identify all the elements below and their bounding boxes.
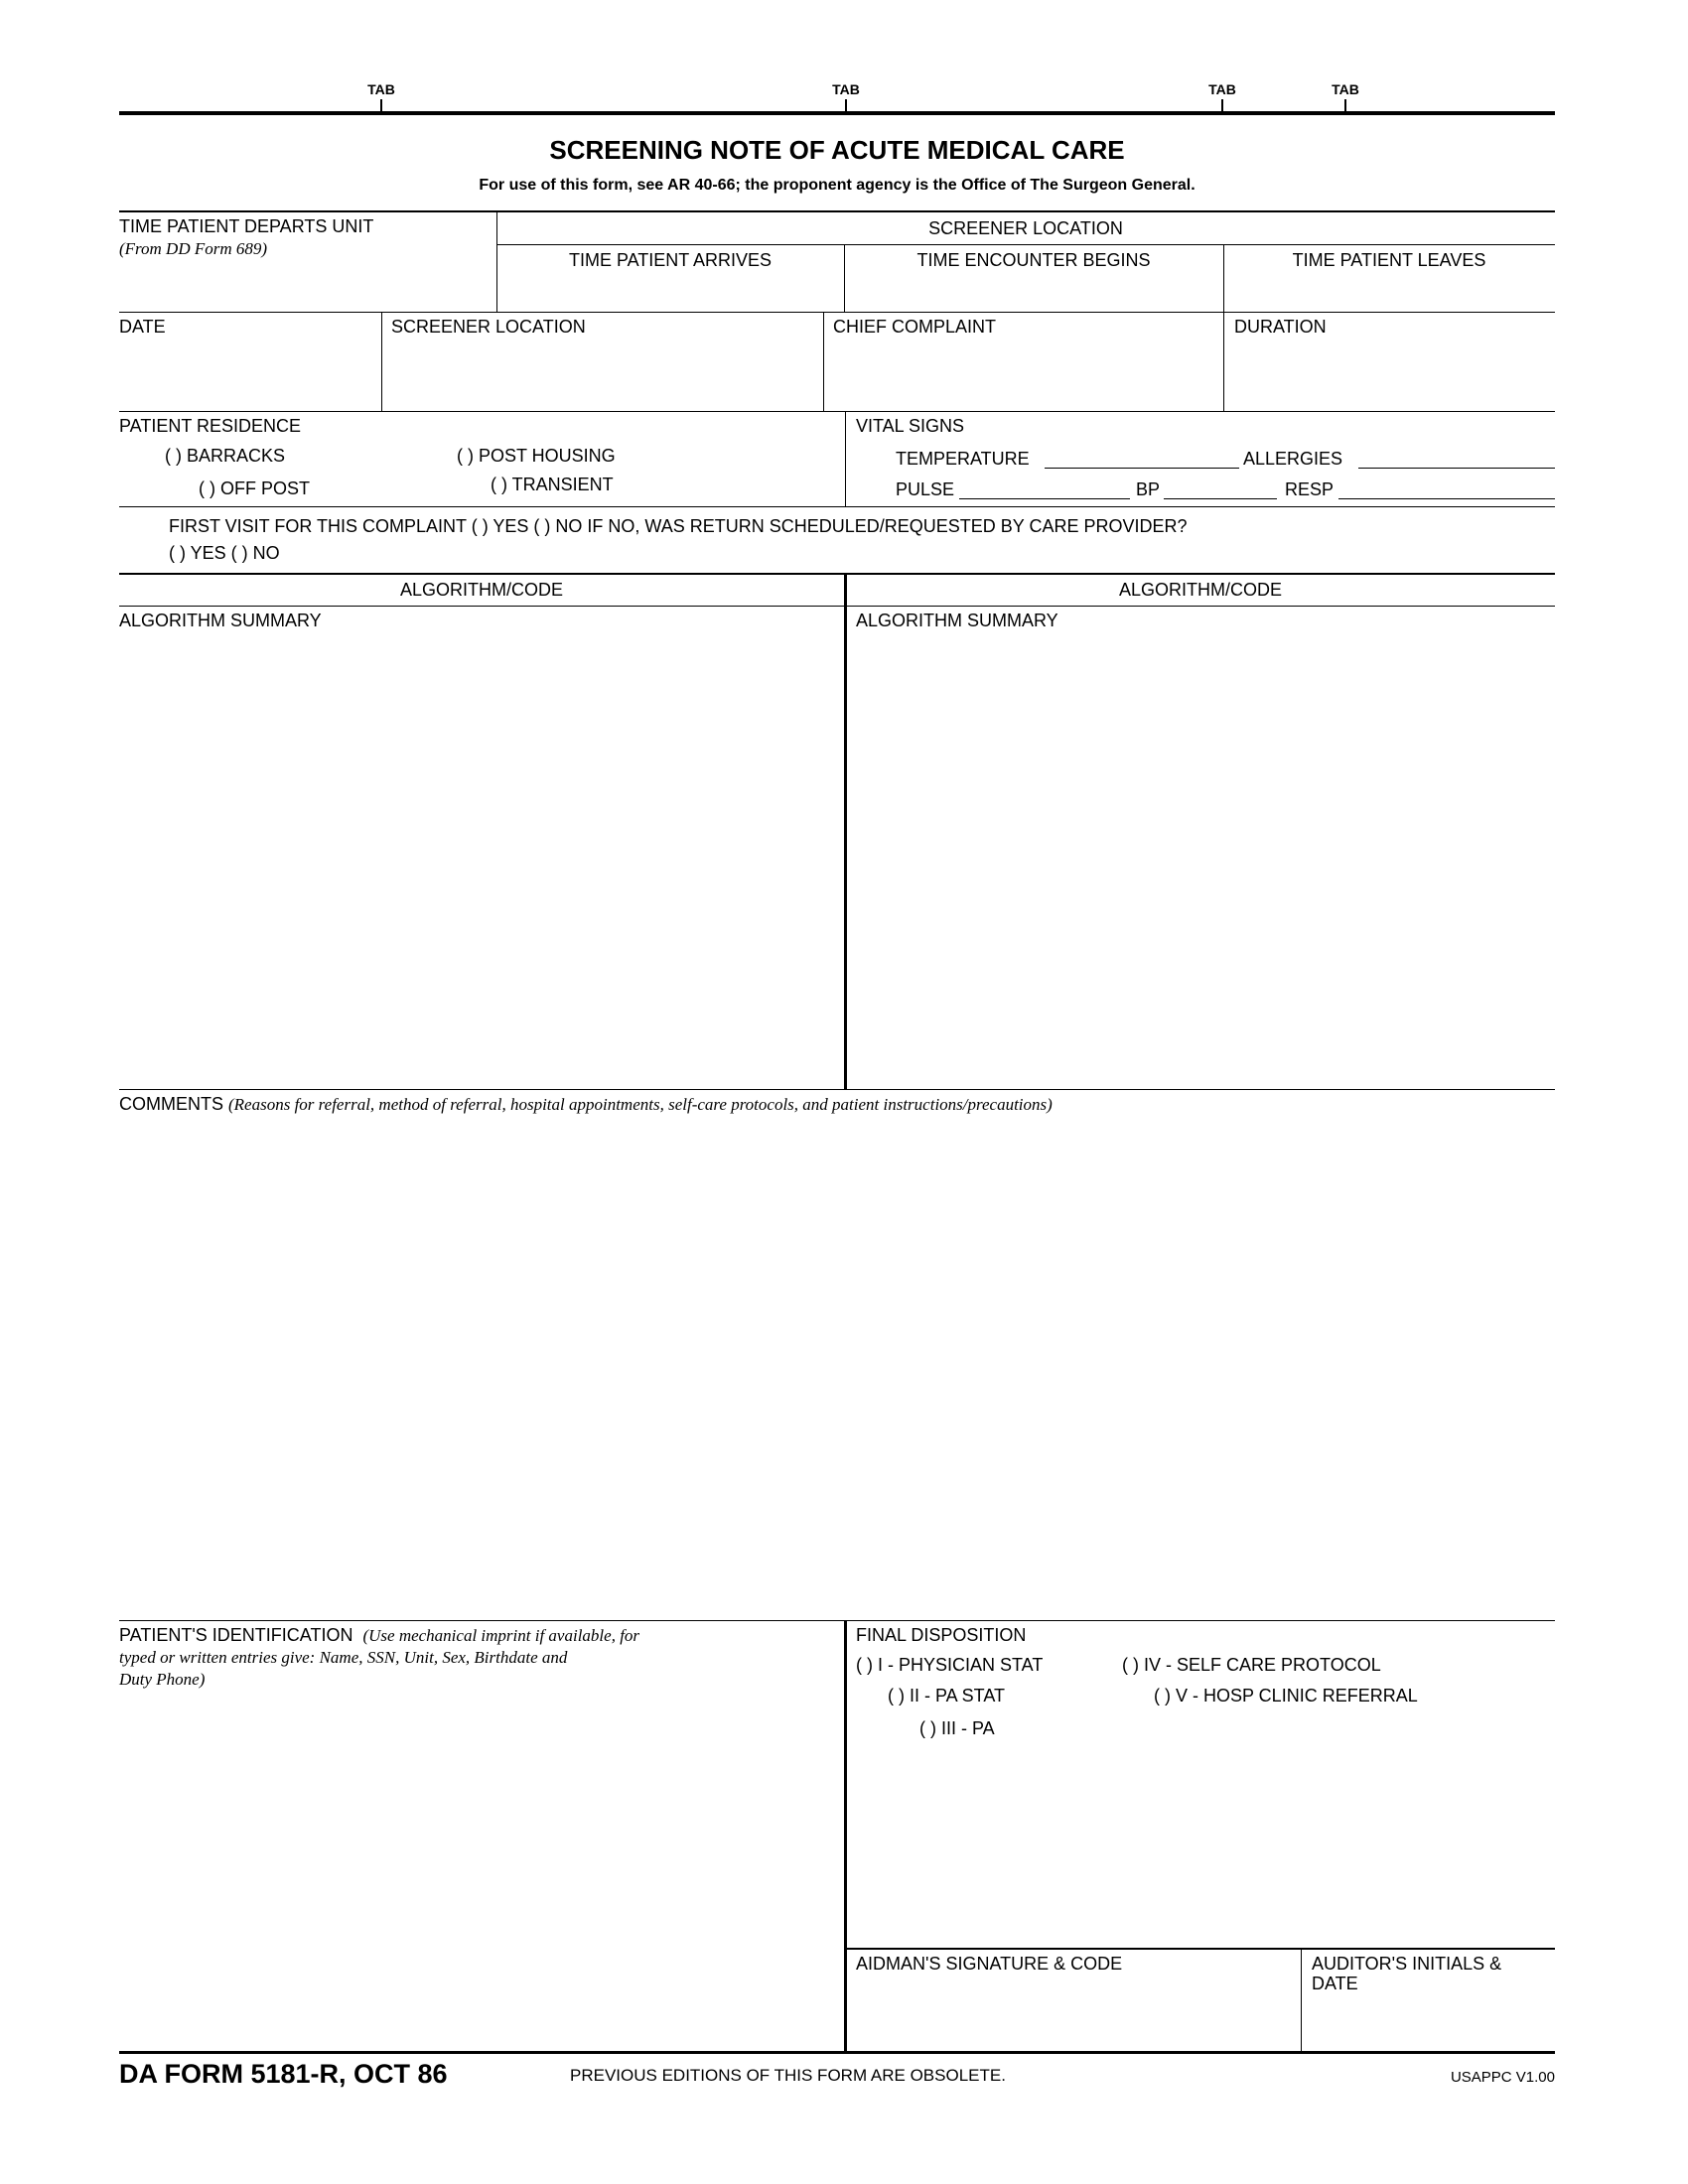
date-field[interactable] [119, 340, 379, 409]
bottom-section-divider [844, 1620, 847, 2051]
disposition-pa-stat[interactable]: ( ) II - PA STAT [888, 1686, 1006, 1706]
row2-divider-b [823, 312, 824, 411]
patient-id-note-1: (Use mechanical imprint if available, for [362, 1626, 640, 1645]
algorithm-top-rule [119, 573, 1555, 575]
tab-tick-2 [845, 99, 847, 111]
resp-field[interactable] [1338, 498, 1555, 499]
comments-label [119, 1093, 1053, 1116]
comments-label-text: COMMENTS [119, 1094, 223, 1114]
row1-top-rule [119, 210, 1555, 212]
chief-complaint-field[interactable] [825, 340, 1221, 409]
transient-checkbox[interactable]: ( ) TRANSIENT [491, 475, 614, 494]
temperature-label: TEMPERATURE [896, 449, 1030, 469]
off-post-checkbox[interactable]: ( ) OFF POST [199, 478, 310, 498]
row2-divider-a [381, 312, 382, 411]
resp-label: RESP [1285, 479, 1335, 499]
form-subtitle: For use of this form, see AR 40-66; the proponent agency is the Office of The Surgeon General. [479, 177, 1196, 194]
temperature-field[interactable] [1045, 468, 1239, 469]
time-arrives-field[interactable] [498, 274, 842, 310]
bp-field[interactable] [1164, 498, 1277, 499]
version-label: USAPPC V1.00 [1450, 2069, 1555, 2086]
screener-location-label: SCREENER LOCATION [391, 317, 586, 337]
row3-top-rule [119, 411, 1555, 412]
row1-sub-rule [496, 244, 1555, 245]
allergies-field[interactable] [1358, 468, 1555, 469]
patient-id-note-3: Duty Phone) [119, 1670, 206, 1689]
comments-field[interactable] [119, 1120, 1555, 1616]
patient-id-field[interactable] [119, 1698, 840, 2045]
bp-label: BP [1136, 479, 1161, 499]
disposition-hosp-clinic-referral[interactable]: ( ) V - HOSP CLINIC REFERRAL [1154, 1686, 1418, 1706]
patient-id-label-line [119, 1624, 639, 1647]
time-departs-field[interactable] [119, 260, 494, 310]
chief-complaint-label: CHIEF COMPLAINT [833, 317, 997, 337]
time-leaves-field[interactable] [1225, 274, 1553, 310]
return-scheduled-answer[interactable]: ( ) YES ( ) NO [169, 543, 280, 563]
screener-location-header: SCREENER LOCATION [928, 218, 1123, 238]
auditor-initials-label: AUDITOR'S INITIALS & [1312, 1954, 1502, 1974]
post-housing-checkbox[interactable]: ( ) POST HOUSING [457, 446, 616, 466]
departs-note: (From DD Form 689) [119, 239, 268, 258]
tab-marker-1: TAB [367, 81, 395, 97]
duration-field[interactable] [1225, 340, 1553, 409]
algorithm-summary-left-label: ALGORITHM SUMMARY [119, 611, 322, 630]
tab-marker-4: TAB [1332, 81, 1359, 97]
time-patient-leaves-label: TIME PATIENT LEAVES [1292, 250, 1486, 270]
algorithm-summary-left-field[interactable] [119, 635, 840, 1084]
disposition-physician-stat[interactable]: ( ) I - PHYSICIAN STAT [856, 1655, 1044, 1675]
algorithm-summary-right-field[interactable] [852, 635, 1553, 1084]
patient-residence-label: PATIENT RESIDENCE [119, 416, 302, 436]
comments-note: (Reasons for referral, method of referral, hospital appointments, self-care protocols, and patient instructions/precautions) [228, 1095, 1053, 1114]
comments-top-rule [119, 1089, 1555, 1090]
first-visit-question[interactable]: FIRST VISIT FOR THIS COMPLAINT ( ) YES ( ) NO IF NO, WAS RETURN SCHEDULED/REQUESTED BY CARE PROVIDER? [169, 516, 1188, 536]
row2-top-rule [119, 312, 1555, 313]
tab-tick-3 [1221, 99, 1223, 111]
final-disposition-label: FINAL DISPOSITION [856, 1625, 1027, 1645]
patient-id-note-2: typed or written entries give: Name, SSN, Unit, Sex, Birthdate and [119, 1648, 568, 1667]
allergies-label: ALLERGIES [1243, 449, 1343, 469]
time-encounter-begins-label: TIME ENCOUNTER BEGINS [916, 250, 1151, 270]
form-number: DA FORM 5181-R, OCT 86 [119, 2059, 448, 2089]
time-encounter-field[interactable] [846, 274, 1221, 310]
aidman-signature-label: AIDMAN'S SIGNATURE & CODE [856, 1954, 1123, 1974]
screener-location-field[interactable] [383, 340, 821, 409]
algorithm-summary-right-label: ALGORITHM SUMMARY [856, 611, 1058, 630]
patient-id-label: PATIENT'S IDENTIFICATION [119, 1625, 353, 1645]
signature-divider [1301, 1948, 1302, 2051]
auditor-initials-field[interactable] [1305, 1997, 1553, 2047]
bottom-section-top-rule [119, 1620, 1555, 1621]
date-label: DATE [119, 317, 166, 337]
tab-tick-1 [380, 99, 382, 111]
algorithm-divider [844, 573, 847, 1089]
pulse-field[interactable] [959, 498, 1130, 499]
tab-tick-4 [1344, 99, 1346, 111]
footer-rule [119, 2051, 1555, 2054]
disposition-self-care-protocol[interactable]: ( ) IV - SELF CARE PROTOCOL [1122, 1655, 1381, 1675]
time-patient-arrives-label: TIME PATIENT ARRIVES [568, 250, 773, 270]
departs-label: TIME PATIENT DEPARTS UNIT [119, 216, 374, 236]
vital-signs-label: VITAL SIGNS [856, 416, 965, 436]
form-title: SCREENING NOTE OF ACUTE MEDICAL CARE [549, 135, 1125, 165]
signature-top-rule [846, 1948, 1555, 1950]
aidman-signature-field[interactable] [850, 1978, 1297, 2047]
disposition-pa[interactable]: ( ) III - PA [919, 1718, 995, 1738]
barracks-checkbox[interactable]: ( ) BARRACKS [165, 446, 286, 466]
algorithm-code-rule [119, 606, 1555, 607]
tab-marker-3: TAB [1208, 81, 1236, 97]
row4-top-rule [119, 506, 1555, 507]
previous-editions-notice: PREVIOUS EDITIONS OF THIS FORM ARE OBSOLETE. [570, 2066, 1006, 2085]
tab-marker-2: TAB [832, 81, 860, 97]
algorithm-code-right-label: ALGORITHM/CODE [1118, 580, 1282, 600]
algorithm-code-left-label: ALGORITHM/CODE [399, 580, 563, 600]
duration-label: DURATION [1234, 317, 1327, 337]
top-rule [119, 111, 1555, 115]
row2-divider-c [1223, 312, 1224, 411]
pulse-label: PULSE [896, 479, 955, 499]
row3-divider [845, 411, 846, 506]
auditor-date-label: DATE [1312, 1974, 1358, 1993]
